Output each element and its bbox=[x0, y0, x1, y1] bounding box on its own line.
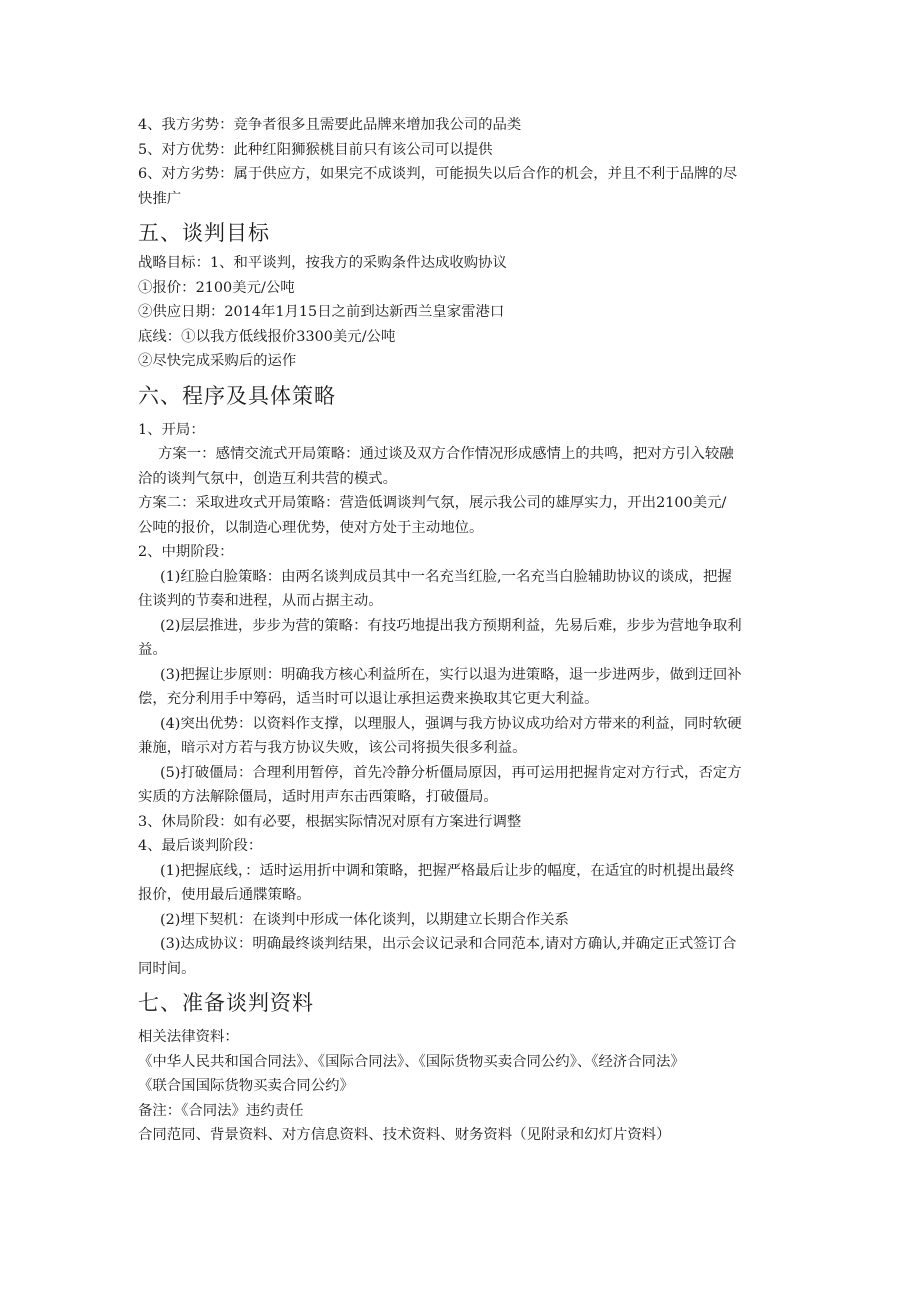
paragraph: (2)层层推进，步步为营的策略：有技巧地提出我方预期利益，先易后难，步步为营地争取利 bbox=[160, 617, 742, 634]
paragraph: (4)突出优势：以资料作支撑，以理服人，强调与我方协议成功给对方带来的利益，同时软硬 bbox=[160, 715, 742, 732]
paragraph: 备注：《合同法》违约责任 bbox=[138, 1102, 304, 1119]
paragraph: (5)打破僵局：合理利用暂停，首先冷静分析僵局原因，再可运用把握肯定对方行式，否定方 bbox=[160, 764, 742, 781]
paragraph: 报价，使用最后通牒策略。 bbox=[138, 887, 311, 903]
paragraph: 益。 bbox=[138, 642, 167, 658]
subheading: 1、开局： bbox=[138, 421, 205, 438]
paragraph: 4、我方劣势：竞争者很多且需要此品牌来增加我公司的品类 bbox=[138, 117, 522, 133]
paragraph: 洽的谈判气氛中，创造互利共营的模式。 bbox=[138, 470, 398, 487]
document-body bbox=[138, 113, 788, 1148]
paragraph: 方案二：采取进攻式开局策略：营造低调谈判气氛，展示我公司的雄厚实力，开出2100美元/ bbox=[138, 495, 727, 511]
section-heading-materials: 七、准备谈判资料 bbox=[138, 991, 314, 1015]
paragraph: (1)红脸白脸策略：由两名谈判成员其中一名充当红脸,一名充当白脸辅助协议的谈成，把握 bbox=[160, 568, 732, 585]
paragraph: 合同范同、背景资料、对方信息资料、技术资料、财务资料（见附录和幻灯片资料） bbox=[138, 1127, 671, 1143]
paragraph: 住谈判的节奏和进程，从而占据主动。 bbox=[138, 593, 383, 609]
paragraph: 《联合国国际货物买卖合同公约》 bbox=[138, 1078, 354, 1094]
paragraph: 快推广 bbox=[138, 190, 182, 207]
paragraph: 战略目标：1、和平谈判，按我方的采购条件达成收购协议 bbox=[138, 255, 507, 271]
paragraph: 《中华人民共和国合同法》、《国际合同法》、《国际货物买卖合同公约》、《经济合同法》 bbox=[138, 1053, 685, 1070]
paragraph: ①报价：2100美元/公吨 bbox=[138, 279, 295, 296]
paragraph: (3)达成协议：明确最终谈判结果，出示会议记录和合同范本,请对方确认,并确定正式签订合 bbox=[160, 936, 737, 952]
paragraph: 兼施，暗示对方若与我方协议失败，该公司将损失很多利益。 bbox=[138, 740, 527, 756]
paragraph: ②供应日期：2014年1月15日之前到达新西兰皇家雷港口 bbox=[138, 304, 505, 320]
subheading: 2、中期阶段： bbox=[138, 544, 234, 560]
paragraph: 6、对方劣势：属于供应方，如果完不成谈判，可能损失以后合作的机会，并且不利于品牌的尽 bbox=[138, 166, 738, 182]
paragraph: (3)把握让步原则：明确我方核心利益所在，实行以退为进策略，退一步进两步，做到迂回补 bbox=[160, 666, 742, 683]
section-heading-strategy: 六、程序及具体策略 bbox=[138, 383, 336, 408]
paragraph: (2)埋下契机：在谈判中形成一体化谈判，以期建立长期合作关系 bbox=[160, 911, 569, 928]
paragraph: 偿，充分利用手中筹码，适当时可以退让承担运费来换取其它更大利益。 bbox=[138, 691, 599, 707]
paragraph: 底线：①以我方低线报价3300美元/公吨 bbox=[138, 328, 396, 345]
paragraph: 5、对方优势：此种红阳狮猴桃目前只有该公司可以提供 bbox=[138, 141, 493, 158]
subheading: 4、最后谈判阶段： bbox=[138, 838, 263, 854]
section-heading-goals: 五、谈判目标 bbox=[138, 221, 270, 245]
paragraph: (1)把握底线，：适时运用折中调和策略，把握严格最后让步的幅度，在适宜的时机提出最终 bbox=[160, 862, 735, 879]
paragraph: ②尽快完成采购后的运作 bbox=[138, 353, 297, 369]
paragraph: 相关法律资料： bbox=[138, 1029, 239, 1045]
paragraph: 同时间。 bbox=[138, 960, 196, 977]
paragraph: 方案一：感情交流式开局策略：通过谈及双方合作情况形成感情上的共鸣，把对方引入较融 bbox=[158, 446, 734, 462]
subheading: 3、休局阶段：如有必要，根据实际情况对原有方案进行调整 bbox=[138, 813, 522, 830]
paragraph: 公吨的报价，以制造心理优势，使对方处于主动地位。 bbox=[138, 519, 484, 536]
paragraph: 实质的方法解除僵局，适时用声东击西策略，打破僵局。 bbox=[138, 789, 498, 805]
